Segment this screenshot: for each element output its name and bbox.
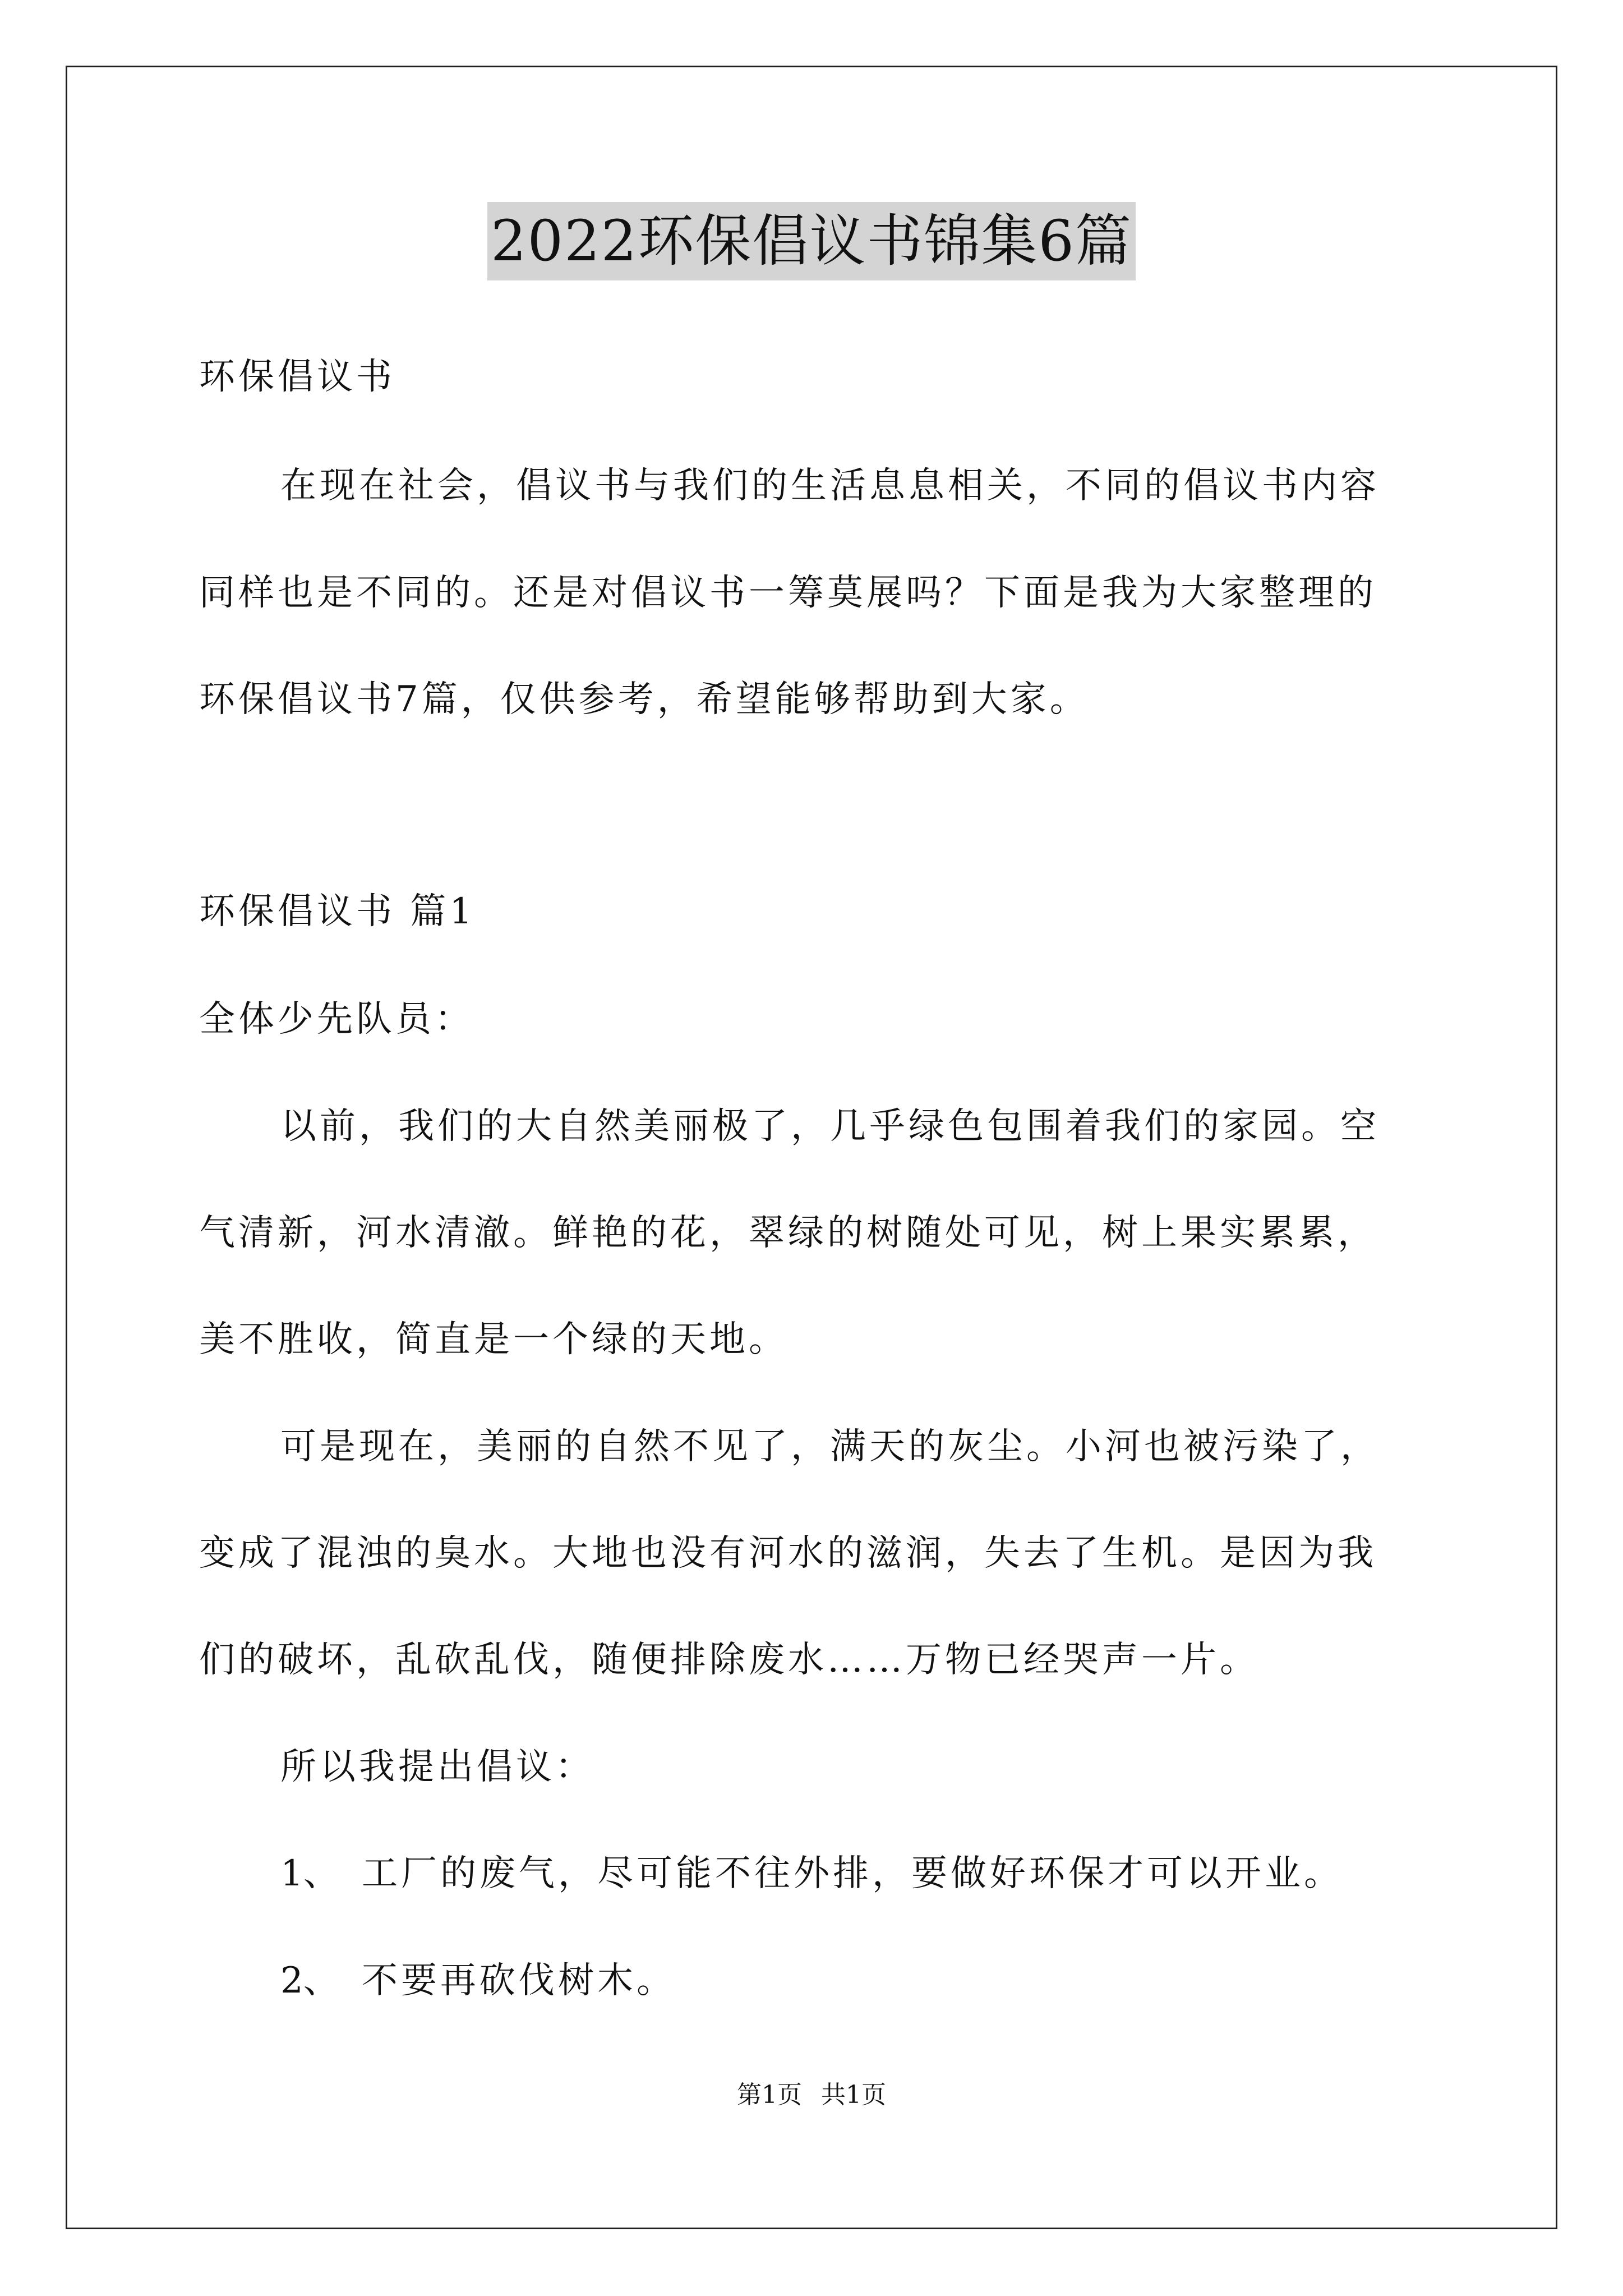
intro-line-1: 在现在社会，倡议书与我们的生活息息相关，不同的倡议书内容 bbox=[280, 465, 1380, 507]
para1-line-1: 以前，我们的大自然美丽极了，几乎绿色包围着我们的家园。空 bbox=[280, 1106, 1380, 1147]
title-container bbox=[0, 202, 1623, 280]
salutation: 全体少先队员： bbox=[199, 999, 474, 1040]
section-heading: 环保倡议书 篇1 bbox=[199, 891, 476, 932]
intro-line-3: 环保倡议书7篇，仅供参考，希望能够帮助到大家。 bbox=[199, 679, 1089, 720]
para1-line-3: 美不胜收，简直是一个绿的天地。 bbox=[199, 1319, 788, 1360]
para2-line-3: 们的破坏，乱砍乱伐，随便排除废水……万物已经哭声一片。 bbox=[199, 1639, 1259, 1681]
page-total: 共1页 bbox=[821, 2081, 886, 2109]
proposal-intro: 所以我提出倡议： bbox=[280, 1746, 594, 1788]
page-number: 第1页 bbox=[737, 2081, 802, 2109]
para2-line-1: 可是现在，美丽的自然不见了，满天的灰尘。小河也被污染了， bbox=[280, 1426, 1380, 1467]
intro-heading: 环保倡议书 bbox=[199, 356, 395, 398]
para2-line-2: 变成了混浊的臭水。大地也没有河水的滋润，失去了生机。是因为我 bbox=[199, 1533, 1377, 1574]
document-title: 2022环保倡议书锦集6篇 bbox=[487, 202, 1136, 280]
list-item-1-text: 工厂的废气，尽可能不往外排，要做好环保才可以开业。 bbox=[362, 1853, 1343, 1894]
list-item-1-number: 1、 bbox=[280, 1853, 339, 1894]
list-item-2-text: 不要再砍伐树木。 bbox=[362, 1960, 676, 2001]
para1-line-2: 气清新，河水清澈。鲜艳的花，翠绿的树随处可见，树上果实累累， bbox=[199, 1212, 1377, 1254]
intro-line-2: 同样也是不同的。还是对倡议书一筹莫展吗？下面是我为大家整理的 bbox=[199, 572, 1377, 614]
list-item-2-number: 2、 bbox=[280, 1960, 339, 2001]
page-footer bbox=[0, 2078, 1623, 2112]
